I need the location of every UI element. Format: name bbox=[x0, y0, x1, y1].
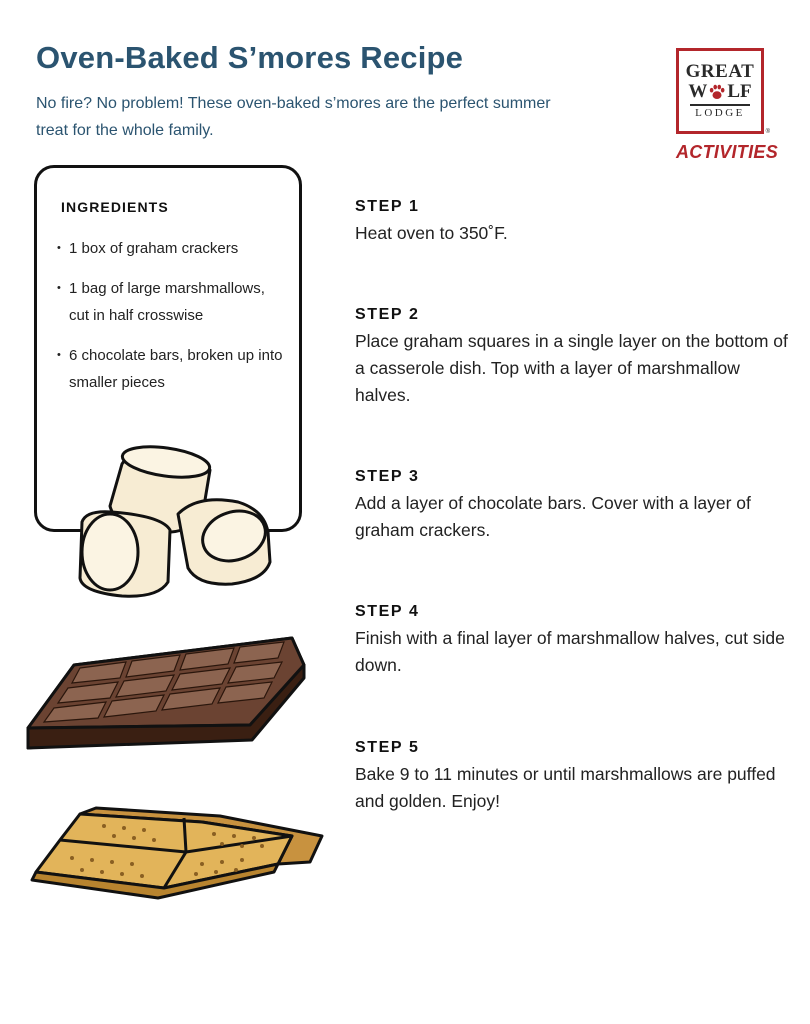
step-2 bbox=[355, 304, 795, 409]
ingredient-item: • 1 box of graham crackers bbox=[57, 235, 287, 262]
logo-word-great: GREAT bbox=[685, 61, 755, 83]
step-3 bbox=[355, 466, 795, 544]
step-label: STEP 1 bbox=[355, 198, 420, 215]
logo-activities-tagline: ACTIVITIES bbox=[676, 142, 779, 162]
step-1 bbox=[355, 196, 795, 247]
logo-letters-lf: LF bbox=[727, 81, 752, 103]
marshmallows-illustration bbox=[70, 440, 280, 600]
step-label: STEP 2 bbox=[355, 306, 420, 323]
step-5 bbox=[355, 737, 795, 815]
registered-mark: ® bbox=[765, 129, 770, 135]
step-text: Bake 9 to 11 minutes or until marshmallows are puffed and golden. Enjoy! bbox=[355, 764, 776, 811]
logo-letter-w: W bbox=[688, 81, 708, 103]
page-title: Oven-Baked S’mores Recipe bbox=[36, 40, 464, 75]
step-4 bbox=[355, 601, 795, 679]
logo-divider bbox=[690, 104, 750, 106]
step-text: Add a layer of chocolate bars. Cover with a layer of graham crackers. bbox=[355, 493, 751, 540]
graham-cracker-illustration bbox=[26, 800, 326, 905]
chocolate-bar-illustration bbox=[22, 630, 312, 755]
step-label: STEP 5 bbox=[355, 739, 420, 756]
great-wolf-lodge-logo bbox=[676, 48, 779, 163]
logo-box bbox=[676, 48, 770, 135]
logo-word-lodge: LODGE bbox=[695, 106, 745, 119]
ingredient-item: • 1 bag of large marshmallows, cut in half crosswise bbox=[57, 275, 287, 329]
step-label: STEP 3 bbox=[355, 468, 420, 485]
ingredients-title: INGREDIENTS bbox=[61, 199, 169, 215]
page-subtitle: No fire? No problem! These oven-baked s’mores are the perfect summer treat for the whole family. bbox=[36, 95, 551, 139]
ingredients-list bbox=[57, 235, 287, 409]
step-text: Place graham squares in a single layer on the bottom of a casserole dish. Top with a layer of marshmallow halves. bbox=[355, 331, 788, 405]
step-text: Heat oven to 350˚F. bbox=[355, 223, 508, 243]
ingredient-item: • 6 chocolate bars, broken up into smaller pieces bbox=[57, 342, 287, 396]
paw-icon bbox=[708, 83, 726, 101]
step-text: Finish with a final layer of marshmallow halves, cut side down. bbox=[355, 628, 785, 675]
logo-word-wolf bbox=[688, 82, 751, 102]
step-label: STEP 4 bbox=[355, 603, 420, 620]
